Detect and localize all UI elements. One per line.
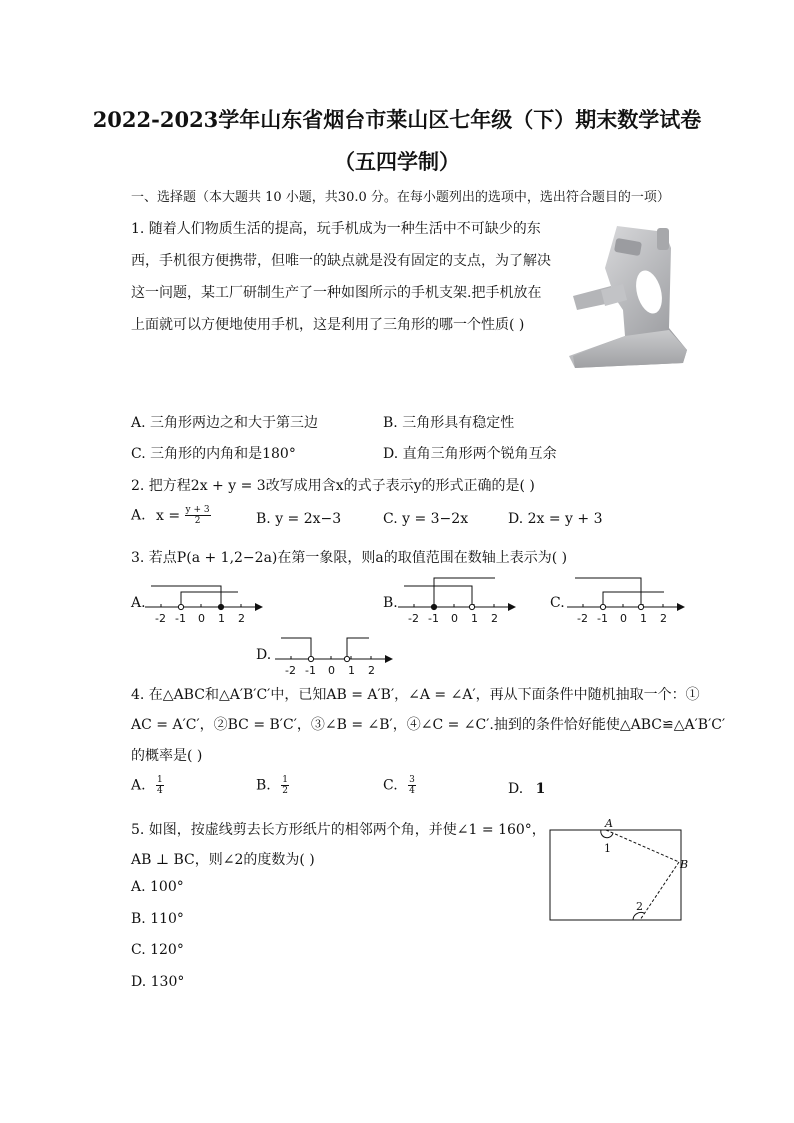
- q1-option-b: B. 三角形具有稳定性: [383, 415, 515, 431]
- q3b-tick-neg2: -2: [408, 612, 419, 625]
- q4-option-b-label: B.: [256, 777, 271, 794]
- q4-option-c-den: 4: [409, 786, 415, 796]
- q3b-tick-2: 2: [491, 612, 498, 625]
- q2-option-b: B. y = 2x−3: [256, 511, 342, 527]
- q3-option-c-label: C.: [550, 595, 565, 611]
- q5-label-b: B: [680, 858, 689, 871]
- q4-option-c-num: 3: [409, 775, 415, 785]
- q4-option-b: [256, 775, 289, 796]
- q3d-tick-0: 0: [328, 664, 335, 677]
- q1-line-4: 上面就可以方便地使用手机，这是利用了三角形的哪一个性质( ): [131, 317, 525, 333]
- q3c-tick-neg1: -1: [597, 612, 608, 625]
- q3a-tick-1: 1: [218, 612, 225, 625]
- q2-option-a-denominator: 2: [194, 516, 201, 526]
- q4-option-d: [508, 781, 545, 797]
- q3c-tick-2: 2: [660, 612, 667, 625]
- q3-number-line-d: [275, 634, 395, 678]
- q1-option-a: A. 三角形两边之和大于第三边: [131, 415, 319, 431]
- q2-option-a: [131, 505, 211, 526]
- q5-label-a: A: [605, 817, 613, 830]
- q5-option-c: C. 120°: [131, 942, 184, 958]
- q4-option-c: [383, 775, 416, 796]
- q3-number-line-b: [398, 582, 518, 626]
- q2-option-a-fraction: [185, 505, 211, 526]
- q2-option-d: D. 2x = y + 3: [508, 511, 603, 527]
- q4-option-a: [131, 775, 164, 796]
- q2-stem: 2. 把方程2x + y = 3改写成用含x的式子表示y的形式正确的是( ): [131, 478, 535, 494]
- q4-option-d-value: 1: [535, 781, 546, 797]
- q3d-tick-1: 1: [348, 664, 355, 677]
- q3c-tick-neg2: -2: [577, 612, 588, 625]
- q3c-tick-1: 1: [640, 612, 647, 625]
- q3-option-b-label: B.: [383, 595, 398, 611]
- q1-option-d: D. 直角三角形两个锐角互余: [383, 446, 557, 462]
- q3d-tick-neg2: -2: [285, 664, 296, 677]
- q2-option-c: C. y = 3−2x: [383, 511, 469, 527]
- q3b-tick-0: 0: [451, 612, 458, 625]
- q4-line-1: 4. 在△ABC和△A′B′C′中，已知AB = A′B′，∠A = ∠A′，再从下面条件中随机抽取一个：①: [131, 687, 700, 703]
- q4-option-c-fraction: [408, 775, 416, 796]
- q1-line-1: 1. 随着人们物质生活的提高，玩手机成为一种生活中不可缺少的东: [131, 221, 541, 237]
- q3-option-d-label: D.: [256, 647, 272, 663]
- phone-stand-image: [565, 218, 690, 368]
- q1-option-c: C. 三角形的内角和是180°: [131, 446, 296, 462]
- q3a-tick-neg1: -1: [175, 612, 186, 625]
- q4-option-a-fraction: [156, 775, 164, 796]
- q3-stem: 3. 若点P(a + 1,2−2a)在第一象限，则a的取值范围在数轴上表示为( ): [131, 550, 568, 566]
- page-subtitle: （五四学制）: [334, 149, 460, 174]
- q4-option-a-num: 1: [157, 775, 163, 785]
- q4-option-b-num: 1: [282, 775, 288, 785]
- q3b-tick-1: 1: [471, 612, 478, 625]
- q4-line-3: 的概率是( ): [131, 748, 203, 764]
- q5-line-1: 5. 如图，按虚线剪去长方形纸片的相邻两个角，并使∠1 = 160°，: [131, 822, 546, 838]
- q2-option-a-lhs: x =: [156, 507, 181, 524]
- q4-option-a-label: A.: [131, 777, 146, 794]
- q3b-tick-neg1: -1: [428, 612, 439, 625]
- page-title: 2022-2023学年山东省烟台市莱山区七年级（下）期末数学试卷: [92, 107, 702, 132]
- q3d-tick-neg1: -1: [305, 664, 316, 677]
- q4-option-d-label: D.: [508, 781, 524, 797]
- section-header: 一、选择题（本大题共 10 小题，共30.0 分。在每小题列出的选项中，选出符合题目的一项）: [131, 190, 670, 205]
- q3-option-a-label: A.: [131, 595, 146, 611]
- q5-angle-2-label: 2: [636, 900, 643, 913]
- q4-option-b-den: 2: [282, 786, 288, 796]
- q1-line-2: 西，手机很方便携带，但唯一的缺点就是没有固定的支点，为了解决: [131, 253, 551, 269]
- q3a-tick-2: 2: [238, 612, 245, 625]
- q3d-tick-2: 2: [368, 664, 375, 677]
- q5-angle-1-label: 1: [604, 842, 611, 855]
- q5-option-b: B. 110°: [131, 911, 184, 927]
- q3c-tick-0: 0: [620, 612, 627, 625]
- q5-option-a: A. 100°: [131, 879, 184, 895]
- q1-line-3: 这一问题，某工厂研制生产了一种如图所示的手机支架.把手机放在: [131, 285, 542, 301]
- q3-number-line-c: [567, 582, 687, 626]
- q2-option-a-numerator: y + 3: [185, 505, 210, 515]
- q4-line-2: AC = A′C′，②BC = B′C′，③∠B = ∠B′，④∠C = ∠C′.抽到的条件恰好能使△ABC≌△A′B′C′: [131, 717, 726, 733]
- q5-line-2: AB ⊥ BC，则∠2的度数为( ): [131, 852, 315, 868]
- q4-option-b-fraction: [281, 775, 289, 796]
- q4-option-a-den: 4: [157, 786, 163, 796]
- q3a-tick-neg2: -2: [155, 612, 166, 625]
- q5-figure: [545, 812, 690, 924]
- q2-option-a-label: A.: [131, 507, 146, 524]
- q3a-tick-0: 0: [198, 612, 205, 625]
- q3-number-line-a: [145, 582, 265, 626]
- q5-option-d: D. 130°: [131, 974, 185, 990]
- q4-option-c-label: C.: [383, 777, 398, 794]
